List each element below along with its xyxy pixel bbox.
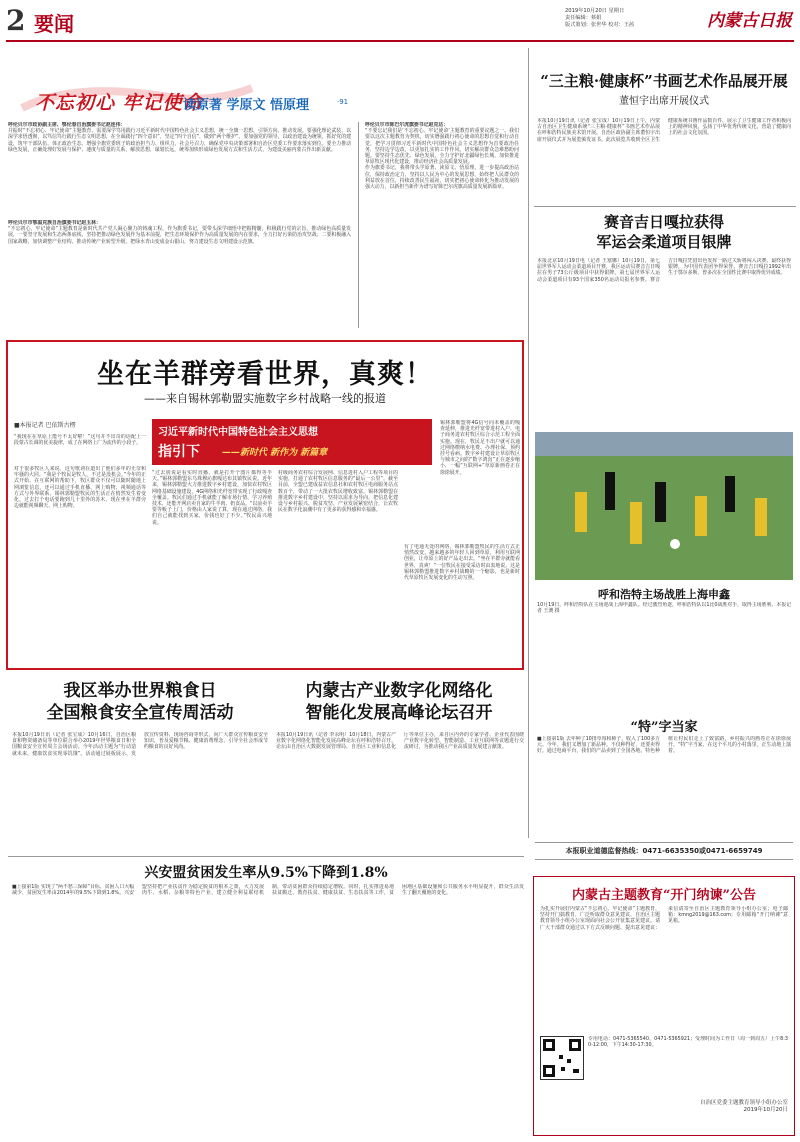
qr-code-icon [541,1037,583,1079]
qr-code[interactable] [540,1036,584,1080]
page-number: 2 [6,4,26,37]
art-show-body: 本报10月19日讯（记者 张宝成）10月19日上午，内蒙古自治区卫生健康系统“三主粮·健康杯”书画艺术作品展在呼和浩特民族美术馆开展。自治区政协副主席董恒宇出席开展仪式并为展览颁发证书。此次展览共收到全区卫生健康系统书画作品数百件，展示了卫生健康工作者积极向上的精神风貌，弘扬了中华优秀传统文化，营造了健康向上的社会文化氛围。 [537,118,791,143]
poverty-body: ■上接第1版 实现了“两不愁三保障”目标，贫困人口大幅减少，贫困发生率由2014年的9.5%下降到1.8%。兴安盟坚持把产业扶贫作为稳定脱贫的根本之策，大力发展肉牛、水稻、杂粮等特色产业，建立健全利益联结机制，带动贫困群众持续稳定增收。同时，扎实推进易地扶贫搬迁、教育扶贫、健康扶贫、生态扶贫等工作，贫困地区基础设施和公共服务水平明显提升，群众生活发生了翻天覆地的变化。 [12,884,524,897]
feature-byline: ■本报记者 巴依斯古楞 [14,422,76,429]
commentary-3 [365,122,519,330]
feature-col-5: 有了电通无处的网络，锡林郭勒盟牧民的生活方式正悄然改变。越来越多的年轻人回到草原，利用互联网创业，让草原上的好产品走出去。“坐在羊群旁就能看世界，真爽！”一位牧民在接受采访时由衷地说。这是锡林郭勒盟推进数字乡村战略的一个缩影，也是新时代草原牧区发展变化的生动写照。 [404,544,520,582]
notice-title: 内蒙古主题教育“开门纳谏”公告 [572,888,756,903]
thought-tag-head: 习近平新时代中国特色社会主义思想 [158,427,318,438]
hotline-bar: 本报职业道德监督热线：0471-6635350或0471-6659749 [535,842,793,860]
layout-line: 版式策划：张世华 校对：王茜 [565,22,635,28]
commentary-2 [8,220,351,330]
judo-title: 赛音吉日嘎拉获得 军运会柔道项目银牌 [596,213,732,251]
judo-body: 本报北京10月19日电（记者 王塞娜）10月19日，第七届世界军人运动会柔道项目开赛，我区运动员赛音吉日嘎拉在男子73公斤级项目中获得银牌。第七届世界军人运动会柔道项目有93个国家350名运动员报名参赛。赛音吉日嘎拉凭借出色发挥一路过关斩将闯入决赛，最终获得银牌，为中国代表团争得荣誉。赛音吉日嘎拉1992年出生于鄂尔多斯，曾多次在全国性比赛中取得优异成绩。 [537,258,791,283]
tezi-body: ■上接第1版 去年种了10排草莓和柿子，收入了100多万元。今年，我们又增加了新品种。不仅种得好，还要卖得好。通过电商平台，我们的产品卖到了全国各地。特色种植让村民们走上了致富路，乡村振兴的画卷正在徐徐展开。“特”字当家，在这个平凡的小村落里，正生动地上演着。 [537,736,791,755]
newspaper-brand: 内蒙古日报 [707,11,792,31]
issue-date: 2019年10月20日 星期日 [565,8,625,14]
digital-forum-title: 内蒙古产业数字化网络化 智能化发展高峰论坛召开 [305,681,493,723]
football-photo [535,432,793,580]
right-column-divider [528,48,529,838]
column-slogan: 不忘初心 牢记使命 [35,92,203,114]
art-show-title: “三主粮·健康杯”书画艺术作品展开展 [540,72,788,90]
feature-headline: 坐在羊群旁看世界，真爽！ [97,359,433,390]
feature-col-1: 对于很多牧区人来说，这句歌词在道出了他们多年的无奈和牢骚的大同。“我是个牧民是牧人，不过是没机会。”今年的正式开始，在互联网的帮助下，牧区群众不仅可以随时随地上网浏览信息，还可以通过手机直播、网上购物、视频通话等方式与外界联系。锡林郭勒盟牧民的生活正在悄然发生着变化。过去打个电话要跑到几十里外的苏木，现在坐在羊群旁边就能视频聊天、网上购物。 [14,466,146,510]
column-issue-no: ·91 [337,98,349,106]
commentary-1-head: 呼伦贝尔市政协副主席、鄂伦春自治旗委书记赵连伟： [8,122,126,128]
poverty-title: 兴安盟贫困发生率从9.5%下降到1.8% [144,865,388,881]
thought-tag-sub: 指引下 [158,444,200,460]
art-show-subtitle: 董恒宇出席开展仪式 [619,96,709,107]
grain-title: 我区举办世界粮食日 全国粮食安全宣传周活动 [46,681,234,723]
notice-sign: 自治区党委主题教育领导小组办公室 2019年10月20日 [699,1100,788,1113]
column-subtitle: 读原著 学原文 悟原理 [183,98,310,113]
commentary-1-body: 并振时“不忘初心、牢记使命”主题教育，需要深学笃用践行习近平新时代中国特色社会主义思想，统一全旗一思想、引领方向、推动发展。要强化理论武装，以深学求悟透彻，以笃信笃行践行生态文明思想，在全面践行“四个意识”，坚定“四个自信”，做到“两个维护”。要加强党的领导，以政治建设为统领，抓好党的建设，筑牢干部队伍，体正政治生态，增强全旗党委班子的政治担当力、组织力，社会号召力，确保党中央决策部署和自治区党委工作要求落实到位。要全力推动绿色发展，正确处理好发展与保护、速度与质量的关系，解放思想，谋划长远，统筹加快形成绿色发展方式和生活方式，为建设美丽内蒙古作出新贡献。 [8,128,351,153]
football-caption-title: 呼和浩特主场战胜上海申鑫 [598,588,730,601]
tezi-title: “特”字当家 [630,720,698,735]
digital-forum-body: 本报10月19日讯（记者 李永明）10月18日，内蒙古产业数字化网络化智能化发展高峰论坛在呼和浩特召开。论坛由自治区大数据发展管理局、自治区工业和信息化厅等单位主办，来自区内外的专家学者、企业代表围绕产业数字化转型、智能制造、工业互联网等议题进行交流研讨，为推动我区产业高质量发展建言献策。 [276,732,524,751]
feature-subheadline: ——来自锡林郭勒盟实施数字乡村战略一线的报道 [144,392,386,405]
column-divider [358,122,359,328]
lower-rule [8,856,524,857]
commentary-2-head: 呼伦贝尔市鄂温克族自治旗委书记赵玉林： [8,220,101,226]
feature-col-2: “过去别说是看实时直播，就是打开个图片都得等半天。”锡林郭勒盟东乌珠穆沁旗嘎达布其镇牧民说。近年来，锡林郭勒盟大力推进数字乡村建设，加快农村牧区网络基础设施建设，4G网络和光纤宽带实现了行政嘎查全覆盖。牧民们通过手机就能了解市场行情、学习养殖技术，还能开网店卖自家的牛羊肉、奶食品。“以前卖羊要等贩子上门，价格由人家说了算，现在通过网络，我们自己就能找到买家，价钱也好了不少。”牧民高兴地说。 [152,470,272,526]
feature-lead: “我现在在草原上能号不太好啦！”这句并不出奇的话配上一段蒙古长调的优美旋律，成了在网络上广为流传的小段子。 [14,434,146,447]
feature-col-3: 村级商务农村综合发展网、信息进村入户工程等项目的实施，打通了农村牧区信息服务的“最后一公里”。截至目前，全盟已建成益农信息社和农村牧区电商服务站点数百个，带动了一大批农牧民增收致富。锡林郭勒盟在推进数字乡村建设中，坚持以需求为导向，把信息化建设与乡村振兴、脱贫攻坚、产业发展紧密结合，让农牧民在数字化浪潮中有了更多的获得感和幸福感。 [278,470,398,514]
thought-tag [152,419,432,465]
grain-body: 本报10月19日讯（记者 张宝成）10月16日，自治区粮食和物资储备局等单位联合举办2019年世界粮食日和全国粮食安全宣传周主会场活动。今年活动主题为“行动造就未来，健康饮食实现零饥饿”。活动通过展板展示、发放宣传资料、现场咨询等形式，向广大群众宣传粮食安全知识，普及爱粮节粮、健康消费理念，引导全社会形成节约粮食的良好风尚。 [12,732,268,757]
commentary-3-body2: 作为旗委书记，我将带头学原著、读原文、悟原理，进一步提高政治站位，保持政治定力，坚持以人民为中心的发展思想，始终把人民群众的利益放在首位，持续改善民生福祉，切实把初心使命转化为推动发展的强大动力，以新担当新作为谱写好陈巴尔虎旗高质量发展新篇章。 [365,165,519,191]
right-rule-1 [534,206,796,207]
commentary-1 [8,122,351,218]
section-name: 要闻 [34,12,74,36]
editor-line: 责任编辑：蔡娟 [565,15,602,21]
commentary-3-head: 呼伦贝尔市陈巴尔虎旗委书记赵克达： [365,122,449,128]
notice-body: 为扎实开展好内蒙古“不忘初心、牢记使命”主题教育，坚持开门搞教育，广泛听取群众意见建议，自治区主题教育领导小组办公室现面向社会公开征集意见建议。请广大干部群众通过以下方式反映问题、提出意见建议：来信请寄至自治区主题教育领导小组办公室；电子邮箱：kmng2019@163.com；专用邮箱“开门纳谏”意见箱。 [540,906,788,931]
football-caption: 10月19日，呼和浩特队在主场迎战上海申鑫队。经过激烈角逐，呼和浩特队以1比0战胜对手，取得主场胜利。本报记者 王澳 摄 [537,602,791,615]
commentary-2-body: “不忘初心，牢记使命”主题教育是新时代共产党人凝心聚力的铸魂工程。作为旗委书记，要带头深学细悟中把握精髓，积极践行党的宗旨，推动绿色高质量发展，一要坚守发展和生态两条底线，坚持把推动绿色发展作为基本前提，把生态环境保护作为高质量发展的内在要求，全力打好污染防治攻坚战；二要积极融入国家战略，加快调整产业结构，推动传统产业转型升级，把绿水青山变成金山银山，努力建设生态文明建设示范旗。 [8,226,351,245]
football-photo-icon [535,432,793,580]
masthead-rule [6,40,794,42]
notice-contact: 专用电话：0471-5365540、0471-5365921；受理时间为工作日（周一到周五）上午8:30-12:00，下午14:30-17:30。 [588,1036,788,1049]
thought-tag-slogan: ——新时代 新作为 新篇章 [222,448,328,458]
commentary-3-body: “不要忘记我们是‘不忘初心、牢记使命’主题教育的重要议题之一。我们要以这次主题教育为契机，切实增强践行初心使命的思想自觉和行动自觉，把学习贯彻习近平新时代中国特色社会主义思想作为首要政治任务，坚持边学边改，以更加扎实的工作作风，切实解决群众急难愁盼问题。要坚持生态优先、绿色发展，全力守护好北疆绿色长城，加快推进草原牧区现代化建设，推动经济社会高质量发展。 [365,128,519,166]
feature-col-4: 锡林郭勒盟将4G信号向未覆盖的嘎查延伸，推进光纤宽带进村入户，电子商务进农村牧区综合示范工程全面实施。现在，牧民足不出户就可以通过网络缴纳水电费、办理社保、预约挂号看病。数字乡村建设让草原牧区与城市之间的“数字鸿沟”正在逐步缩小，一幅“互联网+”草原新画卷正在徐徐展开。 [440,420,520,476]
